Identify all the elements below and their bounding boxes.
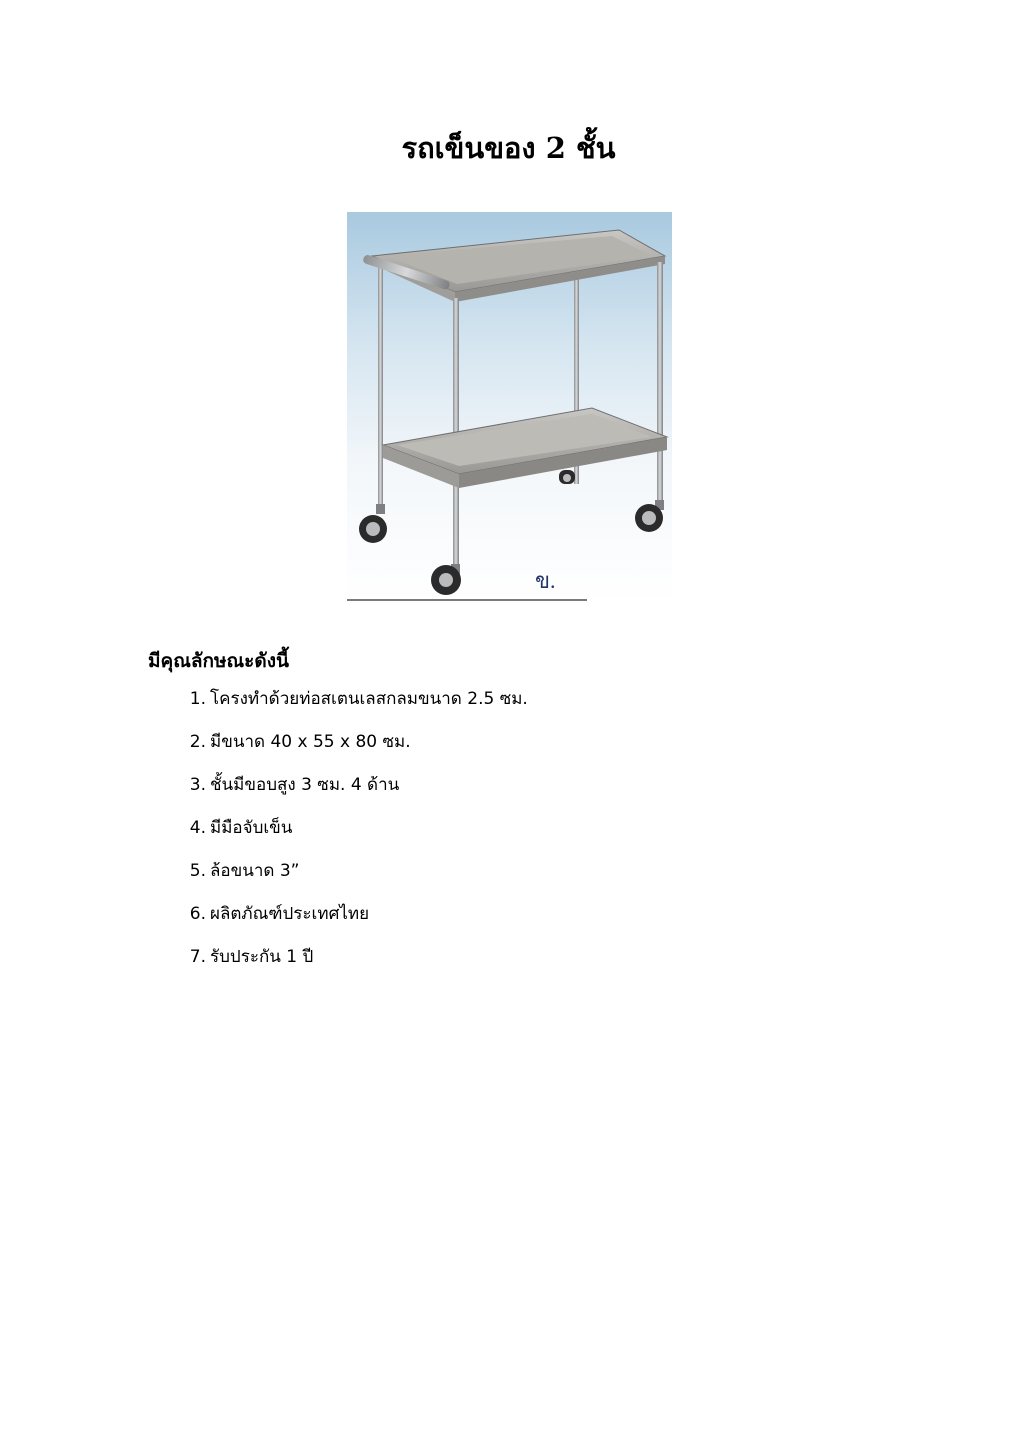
trolley-illustration [347,212,672,602]
list-item [148,858,528,901]
features-list [148,686,528,987]
list-item-number: 2. [189,732,206,752]
list-item-number: 4. [189,818,206,838]
list-item-number: 1. [189,689,206,709]
list-item-number: 6. [189,904,206,924]
list-item-text: รับประกัน 1 ปี [210,947,314,967]
features-heading: มีคุณลักษณะดังนี้ [148,650,289,672]
photo-caption-mark: ข. [535,568,556,593]
list-item [148,729,528,772]
list-item [148,686,528,729]
list-item-number: 5. [189,861,206,881]
list-item-number: 3. [189,775,206,795]
product-photo [347,212,672,602]
list-item-text: ชั้นมีขอบสูง 3 ซม. 4 ด้าน [210,775,400,795]
list-item-text: มีมือจับเข็น [210,818,293,838]
list-item [148,901,528,944]
list-item [148,772,528,815]
list-item-text: ล้อขนาด 3” [210,861,300,881]
list-item [148,944,528,987]
list-item-text: โครงทำด้วยท่อสเตนเลสกลมขนาด 2.5 ซม. [210,689,528,709]
list-item-number: 7. [189,947,206,967]
list-item [148,815,528,858]
list-item-text: มีขนาด 40 x 55 x 80 ซม. [210,732,411,752]
page-title: รถเข็นของ 2 ชั้น [401,131,616,165]
list-item-text: ผลิตภัณฑ์ประเทศไทย [210,904,370,924]
